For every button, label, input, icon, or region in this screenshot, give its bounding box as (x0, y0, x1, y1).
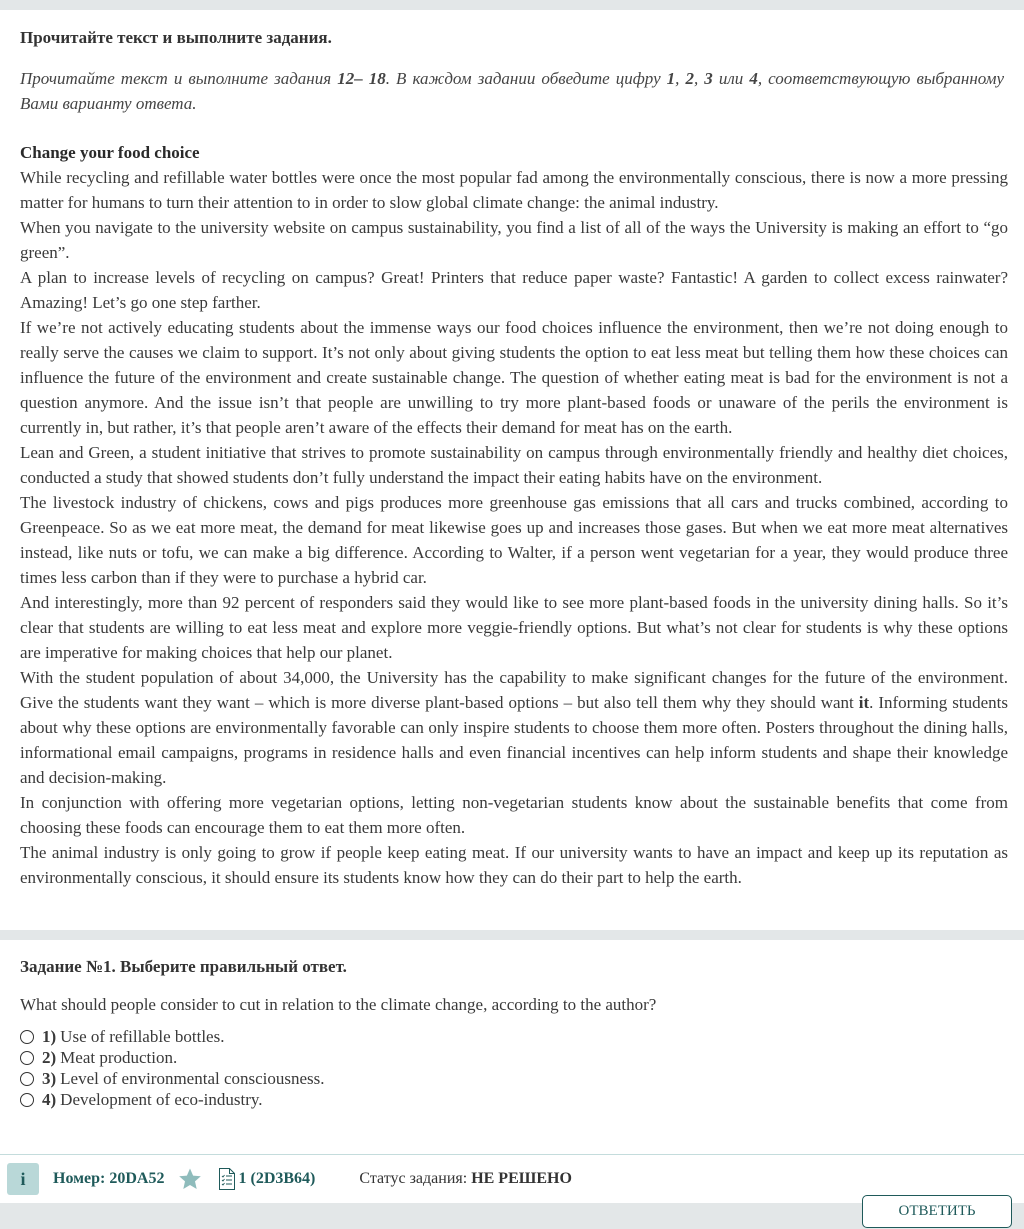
instr-part: , (675, 69, 686, 88)
article-paragraph: And interestingly, more than 92 percent of responders said they would like to see more plant-based foods in the university dining halls. So it’s clear that students are willing to eat less meat and explore more veggie-friendly options. But what’s not clear for students is why these options are imperative for making choices that help our planet. (20, 593, 1008, 662)
instr-part: , соответствующую выбранному Вами варианту ответа. (20, 69, 1004, 113)
option-text: Use of refillable bottles. (60, 1026, 225, 1046)
task-status (359, 1170, 572, 1188)
instr-part: . В каждом задании обведите цифру (385, 69, 667, 88)
variant-link[interactable] (218, 1167, 315, 1191)
article-paragraph: While recycling and refillable water bottles were once the most popular fad among the environmentally conscious, there is now a more pressing matter for humans to turn their attention to in order to slow global climate change: the animal industry. (20, 168, 1008, 212)
answer-options (20, 1026, 325, 1110)
option-number: 3) (42, 1068, 57, 1088)
answer-option-1[interactable] (20, 1026, 325, 1047)
article-paragraph: Lean and Green, a student initiative that strives to promote sustainability on campus through environmentally friendly and healthy diet choices, conducted a study that showed students don’t fully understand the impact their eating habits have on the environment. (20, 443, 1008, 487)
instructions (20, 66, 1004, 116)
instr-num: 3 (704, 69, 713, 88)
option-number: 2) (42, 1047, 57, 1067)
info-button[interactable]: i (7, 1163, 39, 1195)
answer-option-3[interactable] (20, 1068, 325, 1089)
status-value: НЕ РЕШЕНО (471, 1170, 572, 1187)
option-text: Meat production. (60, 1047, 178, 1067)
article-paragraph: The animal industry is only going to grow if people keep eating meat. If our university wants to have an impact and keep up its reputation as environmentally conscious, it should ensure its students know how they can do their part to help the earth. (20, 843, 1008, 887)
answer-option-2[interactable] (20, 1047, 325, 1068)
radio-button[interactable] (20, 1051, 34, 1065)
answer-button[interactable]: ОТВЕТИТЬ (862, 1195, 1012, 1228)
article-paragraph: When you navigate to the university website on campus sustainability, you find a list of all of the ways the University is making an effort to “go green”. (20, 218, 1008, 262)
bold-word: it (858, 693, 870, 712)
instr-num: 2 (685, 69, 694, 88)
article-paragraph: A plan to increase levels of recycling on campus? Great! Printers that reduce paper waste? Fantastic! A garden to collect excess rainwater? Amazing! Let’s go one step farther. (20, 268, 1008, 312)
paragraph-text: With the student population of about 34,000, the University has the capability to make significant changes for the future of the environment. Give the students want they want – which is more diverse plant-based options – but also tell them why they should want (20, 668, 1008, 712)
article-paragraph (20, 665, 1008, 790)
variant-label: 1 (2D3B64) (238, 1170, 316, 1187)
reading-text-panel (0, 10, 1024, 930)
instr-range: 12– 18 (337, 69, 386, 88)
article-paragraph: The livestock industry of chickens, cows and pigs produces more greenhouse gas emissions that all cars and trucks combined, according to Greenpeace. So as we eat more meat, the demand for meat likewise goes up and increases those gases. But when we eat more meat alternatives instead, like nuts or tofu, we can make a big difference. According to Walter, if a person went vegetarian for a year, they would produce three times less carbon than if they were to purchase a hybrid car. (20, 493, 1008, 587)
section-title: Прочитайте текст и выполните задания. (20, 28, 332, 47)
option-number: 1) (42, 1026, 57, 1046)
radio-button[interactable] (20, 1072, 34, 1086)
instr-part: Прочитайте текст и выполните задания (20, 69, 338, 88)
article (20, 140, 1008, 890)
instr-part: или (712, 69, 750, 88)
task-panel (0, 940, 1024, 1202)
question-text: What should people consider to cut in relation to the climate change, according to the author? (20, 995, 657, 1014)
option-text: Development of eco-industry. (60, 1089, 263, 1109)
radio-button[interactable] (20, 1030, 34, 1044)
star-icon[interactable] (178, 1167, 202, 1191)
article-paragraph: In conjunction with offering more vegetarian options, letting non-vegetarian students know about the sustainable benefits that come from choosing these foods can encourage them to eat them more often. (20, 793, 1008, 837)
answer-option-4[interactable] (20, 1089, 325, 1110)
task-number: Номер: 20DA52 (53, 1170, 165, 1187)
checklist-document-icon (218, 1167, 236, 1191)
article-title: Change your food choice (20, 143, 200, 162)
option-text: Level of environmental consciousness. (60, 1068, 325, 1088)
instr-num: 1 (666, 69, 676, 88)
radio-button[interactable] (20, 1093, 34, 1107)
article-paragraph: If we’re not actively educating students about the immense ways our food choices influence the environment, then we’re not doing enough to really serve the causes we claim to support. It’s not only about giving students the option to eat less meat but telling them how these choices can influence the future of the environment and create sustainable change. The question of whether eating meat is bad for the environment is not a question anymore. And the issue isn’t that people are unwilling to try more plant-based foods or unaware of the perils the environment is currently in, but rather, it’s that people aren’t aware of the effects their demand for meat has on the earth. (20, 318, 1008, 437)
status-label: Статус задания: (359, 1170, 472, 1187)
option-number: 4) (42, 1089, 57, 1109)
instr-num: 4 (749, 69, 758, 88)
task-title: Задание №1. Выберите правильный ответ. (20, 957, 347, 976)
instr-part: , (693, 69, 705, 88)
paragraph-text: . Informing students about why these options are environmentally favorable can only inspire students to choose them more often. Posters throughout the dining halls, informational email campaigns, programs in residence halls and even financial incentives can help inform students and shape their knowledge and decision-making. (20, 693, 1009, 787)
